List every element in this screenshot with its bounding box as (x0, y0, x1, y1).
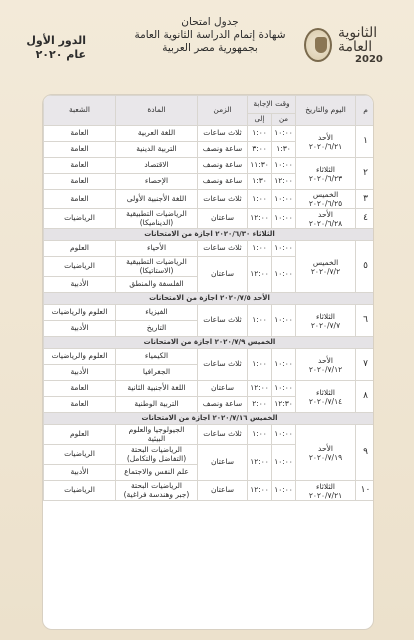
time-from: ١٢:٣٠ (272, 397, 296, 413)
subject: الكيمياء (116, 349, 198, 365)
branch: الأدبية (44, 277, 116, 293)
duration: ساعة ونصف (198, 142, 248, 158)
branch: العامة (44, 397, 116, 413)
page-title (120, 16, 300, 55)
round-line: الدور الأول (26, 34, 86, 47)
subject: الفيزياء (116, 305, 198, 321)
time-from: ١٠:٠٠ (272, 158, 296, 174)
header (0, 0, 414, 88)
title-line: شهادة إتمام الدراسة الثانوية العامة (134, 29, 286, 41)
time-from: ١:٣٠ (272, 142, 296, 158)
branch: العلوم (44, 425, 116, 445)
time-to: ١:٠٠ (248, 190, 272, 209)
subject: الرياضيات التطبيقية (الاستاتيكا) (116, 257, 198, 277)
table-row (44, 425, 375, 445)
subject: الجيولوجيا والعلوم البيئية (116, 425, 198, 445)
holiday-label: الثلاثاء ٢٠٢٠/٦/٣٠ اجازة من الامتحانات (44, 229, 375, 241)
branch: الرياضيات (44, 209, 116, 229)
logos (304, 20, 400, 70)
duration: ساعتان (198, 209, 248, 229)
branch: العامة (44, 158, 116, 174)
title-line: بجمهورية مصر العربية (162, 42, 258, 54)
subject: التاريخ (116, 321, 198, 337)
table-row (44, 481, 375, 501)
egypt-emblem-icon (304, 28, 332, 62)
table-row (44, 241, 375, 257)
holiday-row (44, 413, 375, 425)
subject: الاقتصاد (116, 158, 198, 174)
time-to: ٢:٠٠ (248, 397, 272, 413)
time-to: ١٢:٠٠ (248, 257, 272, 293)
header-to: إلى (248, 114, 272, 126)
duration: ثلاث ساعات (198, 305, 248, 337)
branch: العامة (44, 190, 116, 209)
subject: الفلسفة والمنطق (116, 277, 198, 293)
exam-number: ٨ (356, 381, 374, 413)
exam-number: ٥ (356, 241, 374, 293)
time-from: ١٠:٠٠ (272, 381, 296, 397)
branch: الأدبية (44, 465, 116, 481)
duration: ساعة ونصف (198, 397, 248, 413)
time-to: ١٢:٠٠ (248, 381, 272, 397)
branch: الأدبية (44, 365, 116, 381)
holiday-row (44, 293, 375, 305)
title-line: جدول امتحان (181, 16, 239, 28)
subject: الجغرافيا (116, 365, 198, 381)
exam-number: ٢ (356, 158, 374, 190)
time-from: ١٠:٠٠ (272, 209, 296, 229)
schedule-card (42, 94, 374, 630)
holiday-label: الأحد ٢٠٢٠/٧/٥ اجازة من الامتحانات (44, 293, 375, 305)
thanaweya-2020-logo (338, 26, 400, 65)
time-from: ١٠:٠٠ (272, 445, 296, 481)
time-to: ١:٠٠ (248, 305, 272, 337)
time-to: ١١:٣٠ (248, 158, 272, 174)
exam-day-date: الخميس ٢٠٢٠/٦/٢٥ (296, 190, 356, 209)
schedule-table (43, 95, 374, 501)
duration: ثلاث ساعات (198, 241, 248, 257)
exam-day-date: الأحد ٢٠٢٠/٧/١٩ (296, 425, 356, 481)
time-to: ١:٠٠ (248, 349, 272, 381)
exam-day-date: الأحد ٢٠٢٠/٦/٢٨ (296, 209, 356, 229)
header-branch: الشعبة (44, 96, 116, 126)
holiday-label: الخميس ٢٠٢٠/٧/٩ اجازة من الامتحانات (44, 337, 375, 349)
time-to: ١٢:٠٠ (248, 481, 272, 501)
header-subject: المادة (116, 96, 198, 126)
duration: ساعتان (198, 445, 248, 481)
duration: ساعتان (198, 381, 248, 397)
exam-day-date: الثلاثاء ٢٠٢٠/٧/٢١ (296, 481, 356, 501)
exam-number: ٦ (356, 305, 374, 337)
table-row (44, 209, 375, 229)
time-to: ١٢:٠٠ (248, 445, 272, 481)
subject: الإحصاء (116, 174, 198, 190)
table-row (44, 190, 375, 209)
time-to: ١:٣٠ (248, 174, 272, 190)
branch: الرياضيات (44, 257, 116, 277)
header-time: وقت الإجابة (248, 96, 296, 114)
subject: اللغة الأجنبية الثانية (116, 381, 198, 397)
logo-text: الثانوية العامة (337, 24, 378, 55)
holiday-row (44, 337, 375, 349)
exam-number: ٧ (356, 349, 374, 381)
duration: ثلاث ساعات (198, 349, 248, 381)
branch: العلوم والرياضيات (44, 349, 116, 365)
duration: ثلاث ساعات (198, 425, 248, 445)
time-from: ١٢:٠٠ (272, 174, 296, 190)
branch: الرياضيات (44, 481, 116, 501)
subject: الرياضيات البحتة (جبر وهندسة فراغية) (116, 481, 198, 501)
duration: ثلاث ساعات (198, 126, 248, 142)
exam-number: ٩ (356, 425, 374, 481)
schedule-body (44, 126, 375, 501)
subject: اللغة الأجنبية الأولى (116, 190, 198, 209)
time-from: ١٠:٠٠ (272, 126, 296, 142)
time-from: ١٠:٠٠ (272, 481, 296, 501)
header-duration: الزمن (198, 96, 248, 126)
duration: ساعتان (198, 257, 248, 293)
header-day: اليوم والتاريخ (296, 96, 356, 126)
duration: ساعتان (198, 481, 248, 501)
exam-number: ٣ (356, 190, 374, 209)
time-to: ١٢:٠٠ (248, 209, 272, 229)
table-row (44, 158, 375, 174)
branch: العامة (44, 381, 116, 397)
time-from: ١٠:٠٠ (272, 349, 296, 381)
time-from: ١٠:٠٠ (272, 241, 296, 257)
branch: العامة (44, 142, 116, 158)
header-from: من (272, 114, 296, 126)
exam-day-date: الثلاثاء ٢٠٢٠/٧/١٤ (296, 381, 356, 413)
round-line: عام ٢٠٢٠ (35, 48, 86, 61)
exam-day-date: الخميس ٢٠٢٠/٧/٢ (296, 241, 356, 293)
subject: التربية الوطنية (116, 397, 198, 413)
subject: الرياضيات التطبيقية (الديناميكا) (116, 209, 198, 229)
branch: الرياضيات (44, 445, 116, 465)
subject: اللغة العربية (116, 126, 198, 142)
duration: ساعة ونصف (198, 158, 248, 174)
table-row (44, 381, 375, 397)
duration: ساعة ونصف (198, 174, 248, 190)
time-from: ١٠:٠٠ (272, 425, 296, 445)
exam-day-date: الثلاثاء ٢٠٢٠/٧/٧ (296, 305, 356, 337)
branch: العلوم والرياضيات (44, 305, 116, 321)
branch: العامة (44, 126, 116, 142)
branch: العلوم (44, 241, 116, 257)
time-to: ١:٠٠ (248, 425, 272, 445)
table-row (44, 305, 375, 321)
exam-day-date: الأحد ٢٠٢٠/٧/١٢ (296, 349, 356, 381)
table-row (44, 126, 375, 142)
exam-day-date: الثلاثاء ٢٠٢٠/٦/٢٣ (296, 158, 356, 190)
time-from: ١٠:٠٠ (272, 257, 296, 293)
time-to: ١:٠٠ (248, 126, 272, 142)
subject: الرياضيات البحتة (التفاضل والتكامل) (116, 445, 198, 465)
table-row (44, 349, 375, 365)
branch: العامة (44, 174, 116, 190)
subject: الأحياء (116, 241, 198, 257)
branch: الأدبية (44, 321, 116, 337)
exam-number: ٤ (356, 209, 374, 229)
time-to: ٣:٠٠ (248, 142, 272, 158)
exam-day-date: الأحد ٢٠٢٠/٦/٢١ (296, 126, 356, 158)
holiday-label: الخميس ٢٠٢٠/٧/١٦ اجازة من الامتحانات (44, 413, 375, 425)
logo-year: 2020 (355, 53, 383, 65)
exam-number: ١ (356, 126, 374, 158)
holiday-row (44, 229, 375, 241)
subject: علم النفس والاجتماع (116, 465, 198, 481)
time-from: ١٠:٠٠ (272, 305, 296, 337)
subject: التربية الدينية (116, 142, 198, 158)
exam-round (22, 34, 86, 62)
time-from: ١٠:٠٠ (272, 190, 296, 209)
header-num: م (356, 96, 374, 126)
duration: ثلاث ساعات (198, 190, 248, 209)
exam-number: ١٠ (356, 481, 374, 501)
time-to: ١:٠٠ (248, 241, 272, 257)
